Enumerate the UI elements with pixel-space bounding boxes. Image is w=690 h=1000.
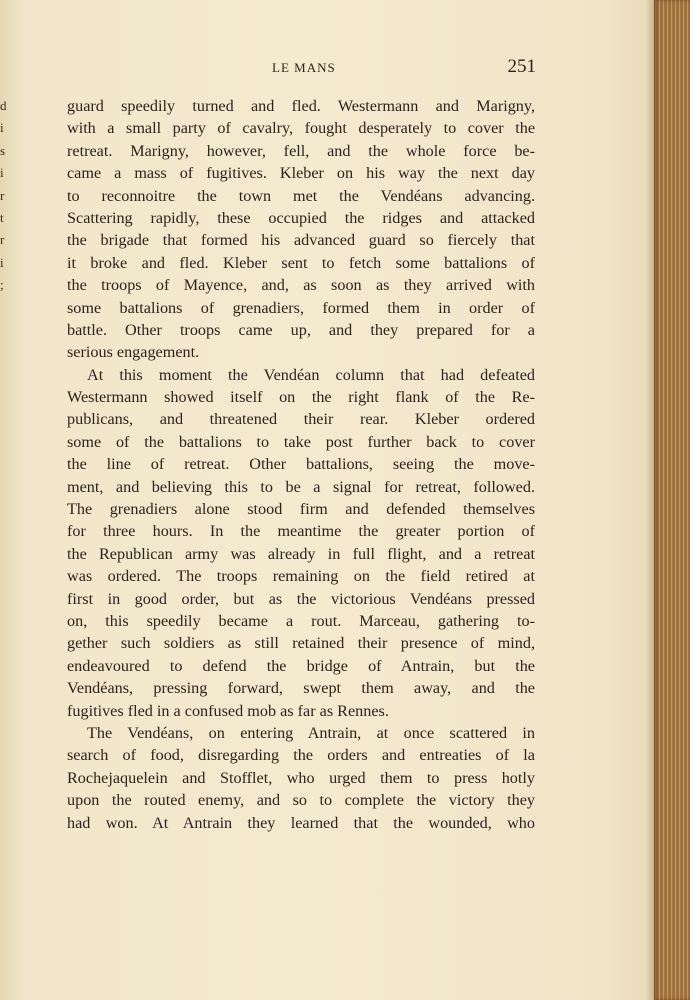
running-title: LE MANS <box>272 60 336 75</box>
text-line: with a small party of cavalry, fought desperately to cover the <box>67 119 535 138</box>
text-line: Rochejaquelein and Stofflet, who urged them to press hotly <box>67 768 535 787</box>
text-line: upon the routed enemy, and so to complete the victory they <box>67 791 535 810</box>
margin-fragment: i <box>0 254 4 270</box>
margin-fragment: t <box>0 209 4 225</box>
text-line: serious engagement. <box>67 343 200 362</box>
text-line: it broke and fled. Kleber sent to fetch some battalions of <box>67 253 535 272</box>
text-line: had won. At Antrain they learned that the wounded, who <box>67 813 535 832</box>
paragraph-first-line: At this moment the Vendéan column that had defeated <box>87 365 535 384</box>
text-line: retreat. Marigny, however, fell, and the whole force be- <box>67 141 535 160</box>
running-head <box>66 56 536 82</box>
margin-fragment: s <box>0 142 6 158</box>
margin-fragment: i <box>0 120 4 136</box>
text-line: the troops of Mayence, and, as soon as they arrived with <box>67 276 535 295</box>
text-line: Scattering rapidly, these occupied the ridges and attacked <box>67 208 535 227</box>
text-line: fugitives fled in a confused mob as far as Rennes. <box>67 701 389 720</box>
text-line: the brigade that formed his advanced guard so fiercely that <box>67 231 535 250</box>
margin-fragment: r <box>0 187 5 203</box>
margin-fragment: d <box>0 98 7 113</box>
book-page-edges <box>654 0 690 1000</box>
text-line: was ordered. The troops remaining on the field retired at <box>67 567 535 586</box>
text-line: search of food, disregarding the orders and entreaties of la <box>67 746 535 765</box>
text-line: publicans, and threatened their rear. Kleber ordered <box>67 410 535 429</box>
margin-fragment: i <box>0 165 4 181</box>
text-line: the Republican army was already in full flight, and a retreat <box>67 544 535 563</box>
text-line: to reconnoitre the town met the Vendéans advancing. <box>67 186 535 205</box>
text-line: guard speedily turned and fled. Westermann and Marigny, <box>67 97 535 115</box>
text-line: came a mass of fugitives. Kleber on his way the next day <box>67 164 535 183</box>
paragraph-first-line: The Vendéans, on entering Antrain, at once scattered in <box>87 723 535 742</box>
text-line: some battalions of grenadiers, formed them in order of <box>67 298 535 317</box>
text-line: for three hours. In the meantime the greater portion of <box>67 522 535 541</box>
text-line: The grenadiers alone stood firm and defended themselves <box>67 500 535 519</box>
page-number: 251 <box>507 56 536 77</box>
text-line: ment, and believing this to be a signal for retreat, followed. <box>67 477 535 496</box>
body-text <box>67 95 535 834</box>
text-line: battle. Other troops came up, and they prepared for a <box>67 320 535 339</box>
text-line: first in good order, but as the victorious Vendéans pressed <box>67 589 535 608</box>
text-line: some of the battalions to take post further back to cover <box>67 432 535 451</box>
text-line: gether such soldiers as still retained their presence of mind, <box>67 634 535 653</box>
facing-page-margin-fragments <box>0 95 10 297</box>
margin-fragment: r <box>0 232 5 248</box>
margin-fragment: ; <box>0 277 4 293</box>
binding-shadow <box>646 0 654 1000</box>
text-line: the line of retreat. Other battalions, seeing the move- <box>67 455 535 474</box>
text-line: Westermann showed itself on the right flank of the Re- <box>67 388 535 407</box>
text-line: Vendéans, pressing forward, swept them away, and the <box>67 679 535 698</box>
text-line: on, this speedily became a rout. Marceau, gathering to- <box>67 611 535 630</box>
text-line: endeavoured to defend the bridge of Antrain, but the <box>67 656 535 675</box>
